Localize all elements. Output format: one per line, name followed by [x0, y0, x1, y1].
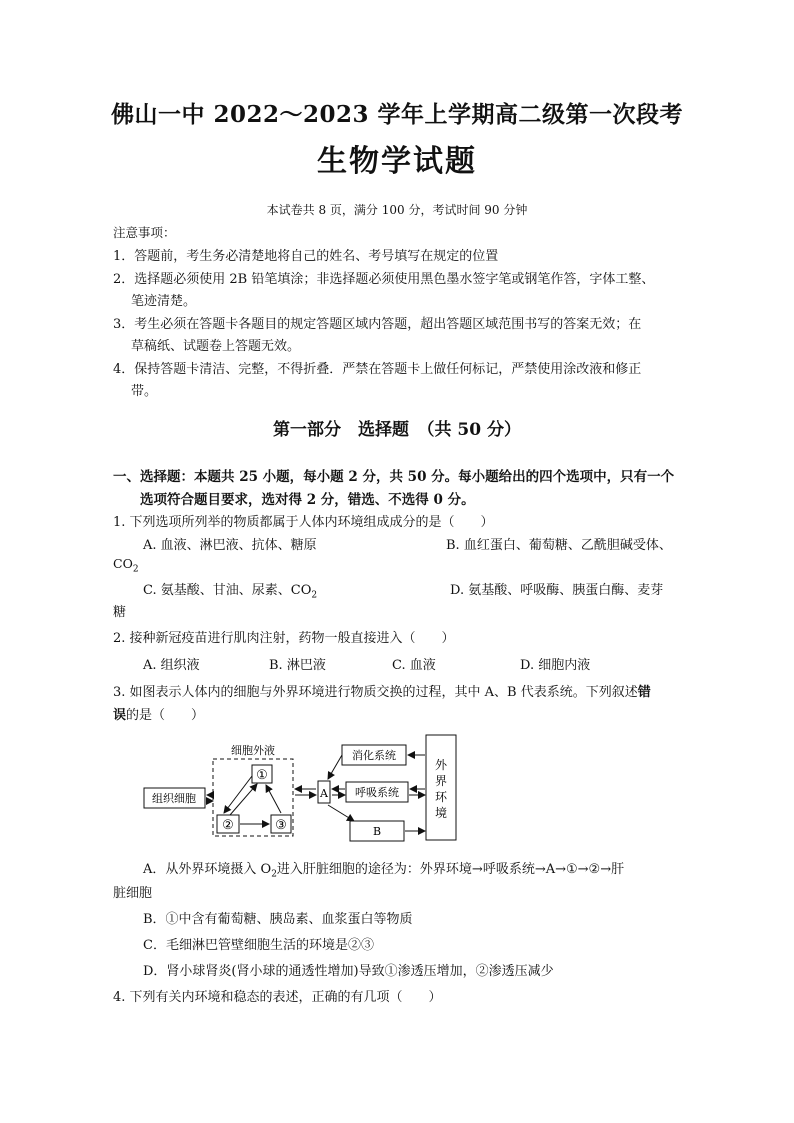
q1-option-c: C. 氨基酸、甘油、尿素、$CO_2$ — [143, 583, 318, 601]
note-2b: 笔迹清楚。 — [131, 294, 197, 309]
section-title: 第一部分 选择题 （共 50 分） — [273, 420, 521, 440]
label-2: ② — [222, 818, 234, 833]
section-instruction-b: 选项符合题目要求，选对得 2 分，错选、不选得 0 分。 — [140, 492, 475, 508]
note-4b: 带。 — [131, 384, 158, 399]
note-2a: 2．选择题必须使用 2B 铅笔填涂；非选择题必须使用黑色墨水签字笔或钢笔作答，字体工整、 — [113, 272, 655, 287]
note-1: 1．答题前，考生务必清楚地将自己的姓名、考号填写在规定的位置 — [113, 249, 499, 264]
extracellular-label: 细胞外液 — [231, 744, 275, 757]
tissue-cell-label: 组织细胞 — [152, 792, 196, 805]
q4-stem: 4. 下列有关内环境和稳态的表述，正确的有几项（ ） — [113, 990, 442, 1005]
q3-option-c: C．毛细淋巴管壁细胞生活的环境是②③ — [143, 938, 374, 953]
q3-stem-b: 误的是（ ） — [113, 708, 205, 723]
q1-option-d: D. 氨基酸、呼吸酶、胰蛋白酶、麦芽 — [450, 583, 664, 598]
section-instruction-a: 一、选择题：本题共 25 小题，每小题 2 分，共 50 分。每小题给出的四个选项中，只有一个 — [113, 469, 675, 485]
note-3a: 3．考生必须在答题卡各题目的规定答题区域内答题，超出答题区域范围书写的答案无效；在 — [113, 317, 642, 332]
q2-option-b: B. 淋巴液 — [269, 658, 326, 673]
exam-info: 本试卷共 8 页，满分 100 分，考试时间 90 分钟 — [266, 203, 528, 217]
label-3: ③ — [275, 818, 287, 833]
digestive-label: 消化系统 — [352, 749, 396, 762]
exchange-diagram — [140, 733, 460, 843]
q2-option-c: C. 血液 — [392, 658, 436, 673]
q3-option-a-wrap: 脏细胞 — [113, 886, 153, 901]
label-1: ① — [256, 768, 268, 783]
exam-title: 佛山一中 2022～2023 学年上学期高二级第一次段考 — [110, 101, 684, 128]
q3-option-a: A．从外界环境摄入 $O_2$进入肝脏细胞的途径为：外界环境→呼吸系统→A→①→②→肝 — [143, 862, 625, 880]
q3-option-d: D．肾小球肾炎(肾小球的通透性增加)导致①渗透压增加，②渗透压减少 — [143, 964, 554, 979]
notes-heading: 注意事项： — [113, 225, 176, 240]
note-4a: 4．保持答题卡清洁、完整，不得折叠．严禁在答题卡上做任何标记，严禁使用涂改液和修正 — [113, 362, 642, 377]
environment-char-2: 界 — [434, 774, 448, 788]
respiratory-label: 呼吸系统 — [355, 786, 399, 799]
note-3b: 草稿纸、试题卷上答题无效。 — [131, 339, 301, 354]
q3-option-b: B．①中含有葡萄糖、胰岛素、血浆蛋白等物质 — [143, 912, 413, 927]
q1-stem: 1. 下列选项所列举的物质都属于人体内环境组成成分的是（ ） — [113, 515, 494, 530]
environment-char-4: 境 — [434, 806, 448, 820]
q1-option-a: A. 血液、淋巴液、抗体、糖原 — [143, 538, 317, 553]
system-b-label: B — [372, 825, 382, 838]
system-a-label: A — [320, 787, 328, 800]
q2-option-d: D. 细胞内液 — [520, 658, 591, 673]
q1-option-b: B. 血红蛋白、葡萄糖、乙酰胆碱受体、 — [446, 538, 672, 553]
q1-option-d-wrap: 糖 — [113, 605, 127, 620]
environment-char-1: 外 — [434, 758, 448, 772]
environment-char-3: 环 — [434, 790, 448, 804]
subject-title: 生物学试题 — [317, 144, 477, 179]
q2-stem: 2. 接种新冠疫苗进行肌肉注射，药物一般直接进入（ ） — [113, 631, 455, 646]
q2-option-a: A. 组织液 — [143, 658, 200, 673]
q1-option-b-wrap: $CO_2$ — [113, 556, 139, 575]
q3-stem-a: 3. 如图表示人体内的细胞与外界环境进行物质交换的过程，其中 A、B 代表系统。下列叙述错 — [113, 685, 651, 700]
